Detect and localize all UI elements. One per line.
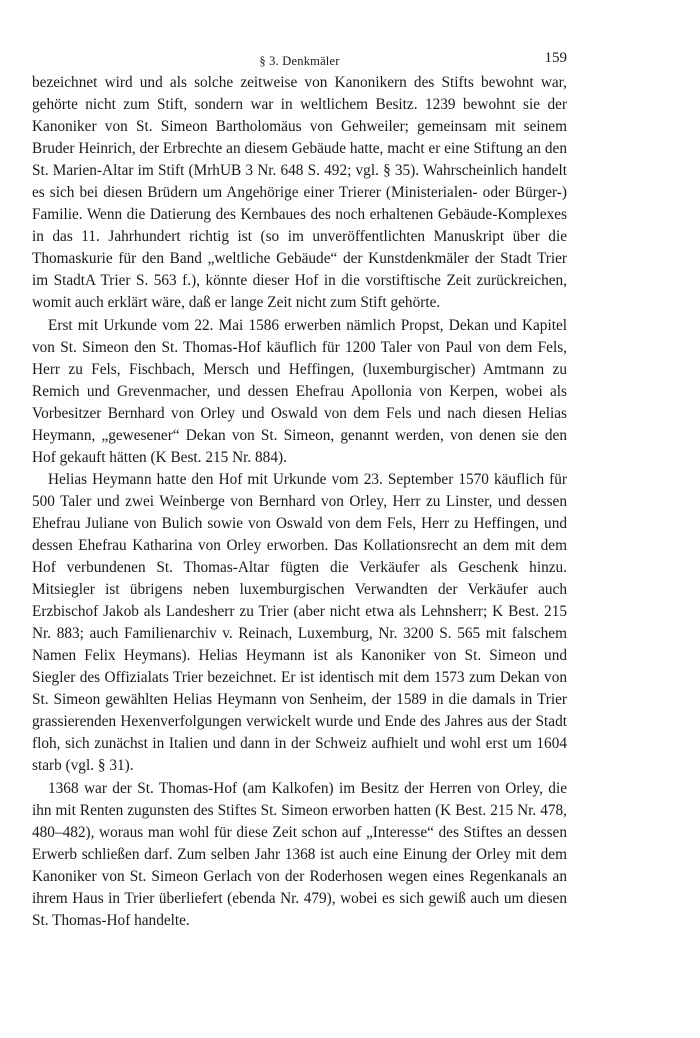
running-title: § 3. Denkmäler (259, 54, 340, 68)
paragraph-continued: bezeichnet wird und als solche zeitweise von Kanonikern des Stifts bewohnt war, gehörte nicht zum Stift, sondern war in weltlichem Besitz. 1239 bewohnt sie der Kanoniker von St. Simeon Bartholomäus von Gehweiler; gemeinsam mit seinem Bruder Heinrich, der Erbrechte an diesem Gebäude hatte, macht er eine Stiftung an den St. Marien-Altar im Stift (MrhUB 3 Nr. 648 S. 492; vgl. § 35). Wahrscheinlich handelt es sich bei diesen Brüdern um Angehörige einer Trierer (Ministerialen- oder Bürger-) Familie. Wenn die Datierung des Kernbaues des noch erhaltenen Gebäude-Komplexes in das 11. Jahrhundert richtig ist (so im unveröffentlichten Manuskript über die Thomaskurie für den Band „weltliche Gebäude“ der Kunstdenkmäler der Stadt Trier im StadtA Trier S. 563 f.), könnte dieser Hof in die vorstiftische Zeit zurückreichen, womit auch erklärt wäre, daß er lange Zeit nicht zum Stift gehörte. (32, 74, 567, 312)
paragraph: 1368 war der St. Thomas-Hof (am Kalkofen) im Besitz der Herren von Orley, die ihn mit Renten zugunsten des Stiftes St. Simeon erworben hatten (K Best. 215 Nr. 478, 480–482), woraus man wohl für diese Zeit schon auf „Interesse“ des Stiftes an dessen Erwerb schließen darf. Zum selben Jahr 1368 ist auch eine Einung der Orley mit dem Kanoniker von St. Simeon Gerlach von der Roderhosen wegen eines Regenkanals an ihrem Haus in Trier überliefert (ebenda Nr. 479), wobei es sich gewiß auch um diesen St. Thomas-Hof handelte. (32, 779, 567, 929)
paragraph: Erst mit Urkunde vom 22. Mai 1586 erwerben nämlich Propst, Dekan und Kapitel von St. Simeon den St. Thomas-Hof käuflich für 1200 Taler von Paul von dem Fels, Herr zu Fels, Fischbach, Mersch und Heffingen, (luxemburgischer) Amtmann zu Remich und Grevenmacher, und dessen Ehefrau Apollonia von Kerpen, wobei als Vorbesitzer Bernhard von Orley und Oswald von dem Fels und nach diesen Helias Heymann, „gewesener“ Dekan von St. Simeon, genannt werden, von denen sie den Hof gekauft hätten (K Best. 215 Nr. 884). (32, 316, 567, 466)
page-number: 159 (544, 50, 567, 66)
body-text (32, 72, 567, 932)
running-head (32, 0, 567, 72)
book-page (32, 0, 567, 932)
paragraph: Helias Heymann hatte den Hof mit Urkunde vom 23. September 1570 käuflich für 500 Taler und zwei Weinberge von Bernhard von Orley, Herr zu Linster, und dessen Ehefrau Juliane von Bulich sowie von Oswald von dem Fels, Herr zu Heffingen, und dessen Ehefrau Katharina von Orley erworben. Das Kollationsrecht an dem mit dem Hof verbundenen St. Thomas-Altar fügten die Verkäufer als Geschenk hinzu. Mitsiegler ist übrigens neben luxemburgischen Verwandten der Verkäufer auch Erzbischof Jakob als Landesherr zu Trier (aber nicht etwa als Lehnsherr; K Best. 215 Nr. 883; auch Familienarchiv v. Reinach, Luxemburg, Nr. 3200 S. 565 mit falschem Namen Felix Heymans). Helias Heymann ist als Kanoniker von St. Simeon und Siegler des Offizialats Trier bezeichnet. Er ist identisch mit dem 1573 zum Dekan von St. Simeon gewählten Helias Heymann von Senheim, der 1589 in die damals in Trier grassierenden Hexenverfolgungen verwickelt wurde und Ende des Jahres aus der Stadt floh, sich zunächst in Italien und dann in der Schweiz aufhielt und wohl erst um 1604 starb (vgl. § 31). (32, 470, 567, 775)
